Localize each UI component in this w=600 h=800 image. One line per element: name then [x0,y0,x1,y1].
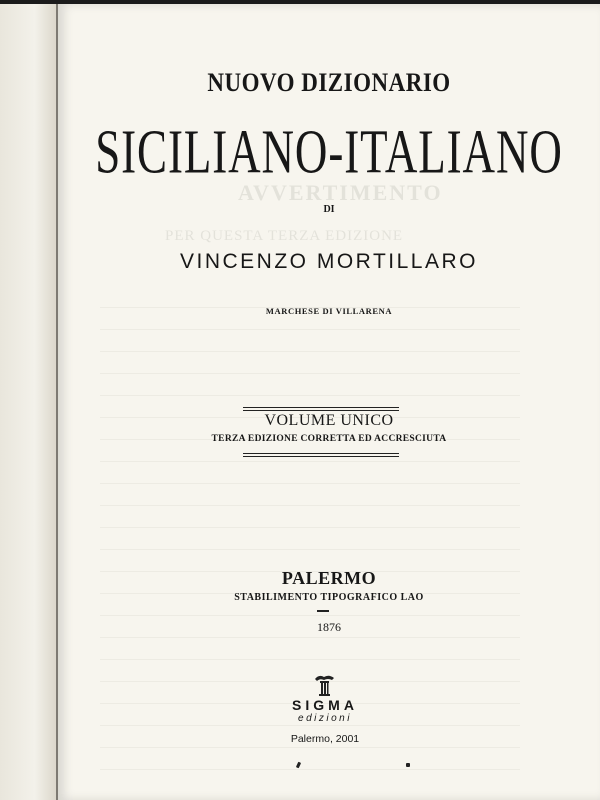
volume-rule-bottom [243,453,399,454]
book-spine [0,4,58,800]
main-title: SICILIANO-ITALIANO [95,116,563,186]
imprint-year: 1876 [317,620,341,634]
edition-label: TERZA EDIZIONE CORRETTA ED ACCRESCIUTA [211,434,447,444]
imprint-place: PALERMO [281,568,377,588]
title-line-1: NUOVO DIZIONARIO [207,68,451,97]
author-name: VINCENZO MORTILLARO [180,250,478,273]
author-title: MARCHESE DI VILLARENA [265,306,393,316]
reprint-place-year: Palermo, 2001 [290,733,360,745]
bleed-through-subheading: PER QUESTA TERZA EDIZIONE [165,228,404,244]
imprint-dash [317,610,329,612]
by-label: DI [323,204,335,215]
ink-speck [406,763,410,767]
imprint-printer: STABILIMENTO TIPOGRAFICO LAO [234,592,424,603]
volume-label: VOLUME UNICO [264,412,394,429]
volume-rule-bottom-2 [243,456,399,457]
bleed-through-heading: AVVERTIMENTO [238,180,443,205]
column-logo-icon [312,672,338,698]
publisher-subtitle: edizioni [298,713,352,724]
publisher-name: SIGMA [292,697,358,713]
volume-rule-top [243,407,399,408]
volume-rule-top-2 [243,410,399,411]
